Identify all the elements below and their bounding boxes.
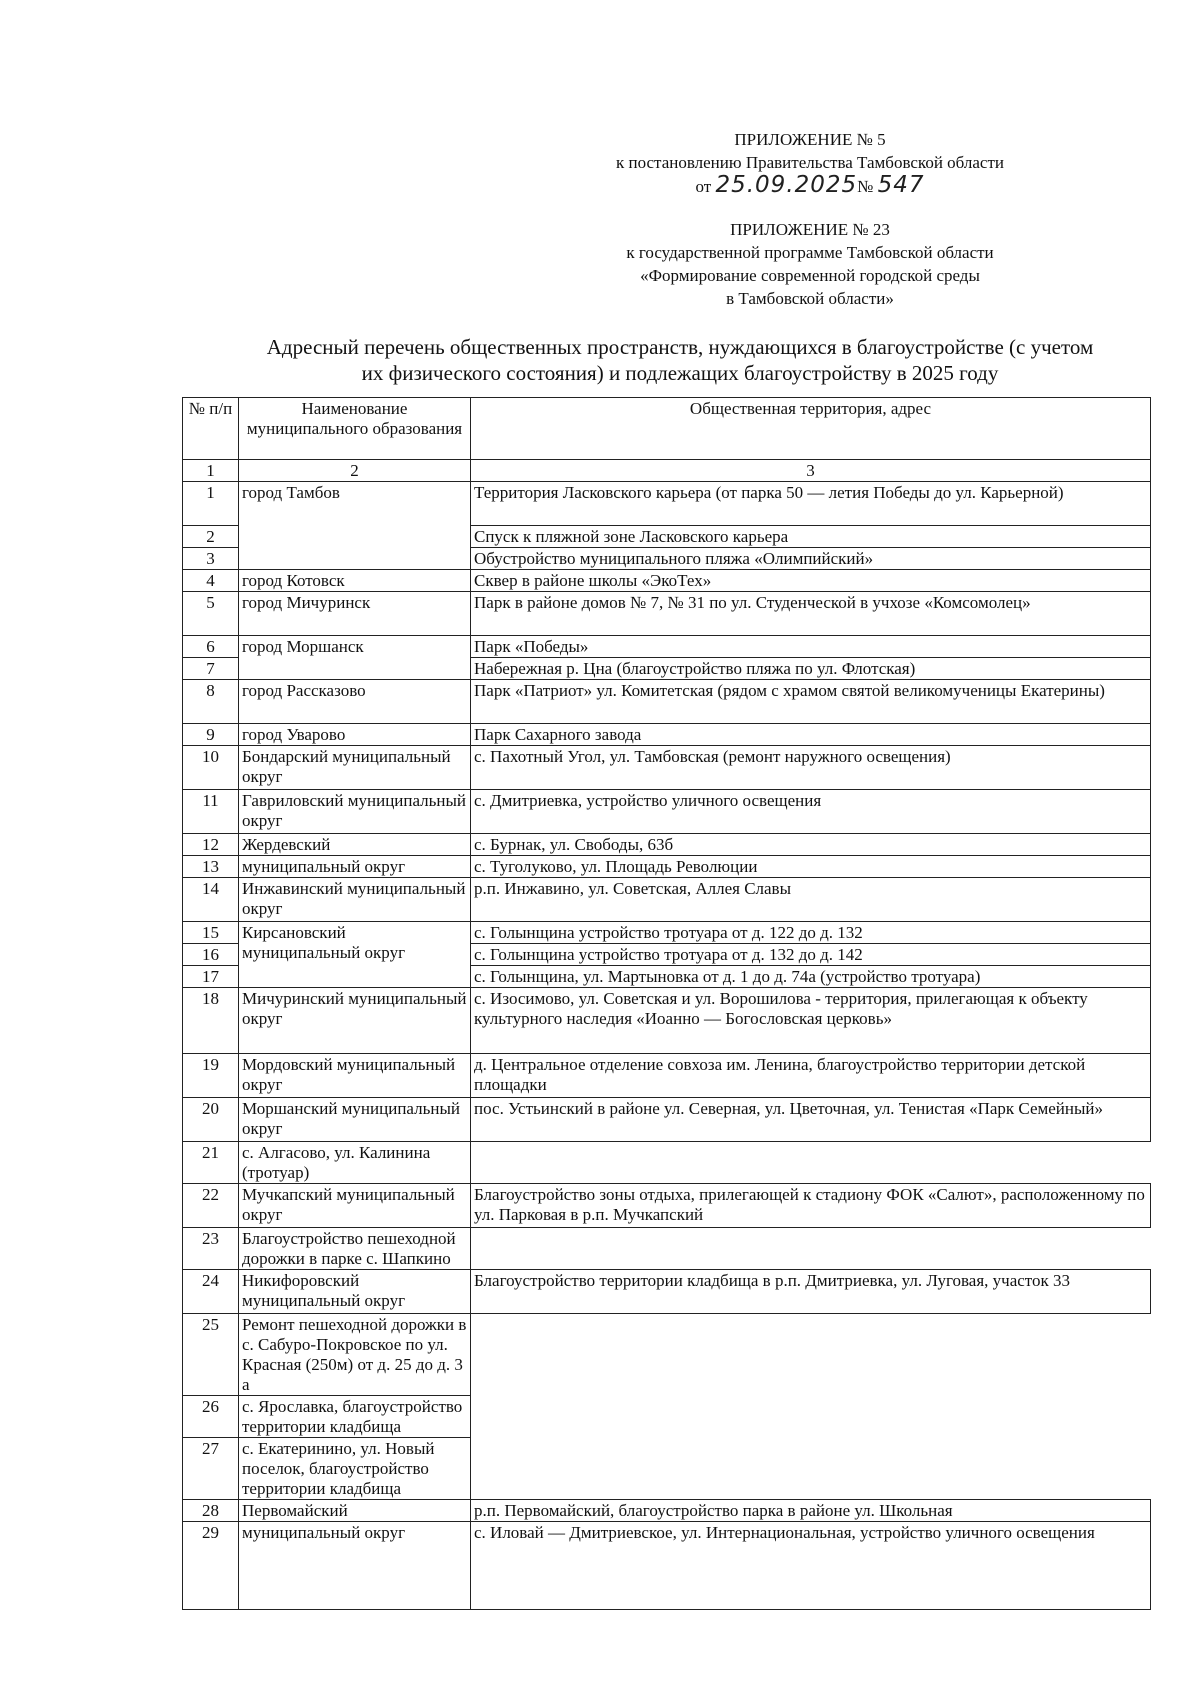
row-number: 3 [183,548,239,570]
appendix23-title: ПРИЛОЖЕНИЕ № 23 [730,220,890,239]
row-number: 21 [183,1142,239,1184]
municipality-cell: город Уварово [239,724,471,746]
column-header-address: Общественная территория, адрес [471,398,1151,460]
row-number: 19 [183,1054,239,1098]
municipality-cell: Инжавинский муниципальный округ [239,878,471,922]
municipality-cell: Мучкапский муниципальный округ [239,1184,471,1228]
row-number: 6 [183,636,239,658]
table-row [183,988,1151,1054]
table-row [183,1270,1151,1314]
municipality-cell: город Рассказово [239,680,471,724]
address-cell: Ремонт пешеходной дорожки в с. Сабуро-Покровское по ул. Красная (250м) от д. 25 до д. 3 а [239,1314,471,1396]
address-cell: Территория Ласковского карьера (от парка 50 — летия Победы до ул. Карьерной) [471,482,1151,526]
address-cell: с. Изосимово, ул. Советская и ул. Ворошилова - территория, прилегающая к объекту культурного наследия «Иоанно — Богословская церковь» [471,988,1151,1054]
municipality-cell: муниципальный округ [239,856,471,878]
row-number: 13 [183,856,239,878]
table-row [183,746,1151,790]
address-cell: Набережная р. Цна (благоустройство пляжа по ул. Флотская) [471,658,1151,680]
table-row [183,1098,1151,1142]
appendix23-line2: «Формирование современной городской среды [640,266,980,285]
appendix5-title: ПРИЛОЖЕНИЕ № 5 [734,130,886,149]
municipality-cell: город Мичуринск [239,592,471,636]
row-number: 15 [183,922,239,944]
column-number-1: 1 [183,460,239,482]
municipality-cell: Мордовский муниципальный округ [239,1054,471,1098]
number-label: № [857,177,874,196]
address-cell: с. Голынщина устройство тротуара от д. 132 до д. 142 [471,944,1151,966]
row-number: 10 [183,746,239,790]
address-cell: с. Пахотный Угол, ул. Тамбовская (ремонт наружного освещения) [471,746,1151,790]
municipality-cell: Жердевский [239,834,471,856]
table-row [183,680,1151,724]
address-cell: с. Голынщина устройство тротуара от д. 122 до д. 132 [471,922,1151,944]
table-row [183,834,1151,856]
column-number-2: 2 [239,460,471,482]
table-row [183,790,1151,834]
row-number: 8 [183,680,239,724]
table-row [183,1314,1151,1396]
table-row [183,1522,1151,1610]
handwritten-number: 547 [877,172,925,198]
decree-date-line [560,174,1060,198]
row-number: 4 [183,570,239,592]
address-cell: р.п. Инжавино, ул. Советская, Аллея Славы [471,878,1151,922]
municipality-cell: Бондарский муниципальный округ [239,746,471,790]
column-header-number: № п/п [183,398,239,460]
table-body [183,398,1151,1610]
table-row [183,1228,1151,1270]
address-cell: с. Ярославка, благоустройство территории кладбища [239,1396,471,1438]
municipality-cell: Мичуринский муниципальный округ [239,988,471,1054]
row-number: 29 [183,1522,239,1610]
document-title [180,334,1180,386]
municipality-cell: Гавриловский муниципальный округ [239,790,471,834]
row-number: 18 [183,988,239,1054]
address-cell: Обустройство муниципального пляжа «Олимпийский» [471,548,1151,570]
address-cell: Парк «Патриот» ул. Комитетская (рядом с храмом святой великомученицы Екатерины) [471,680,1151,724]
address-cell: с. Иловай — Дмитриевское, ул. Интернациональная, устройство уличного освещения [471,1522,1151,1610]
address-cell: д. Центральное отделение совхоза им. Ленина, благоустройство территории детской площадки [471,1054,1151,1098]
table-row [183,1054,1151,1098]
table-header-row [183,398,1151,460]
table-row [183,1500,1151,1522]
address-cell: Парк Сахарного завода [471,724,1151,746]
address-cell: с. Голынщина, ул. Мартыновка от д. 1 до д. 74а (устройство тротуара) [471,966,1151,988]
table-row [183,592,1151,636]
row-number: 20 [183,1098,239,1142]
row-number: 16 [183,944,239,966]
address-cell: р.п. Первомайский, благоустройство парка в районе ул. Школьная [471,1500,1151,1522]
row-number: 9 [183,724,239,746]
table-row [183,1438,1151,1500]
appendix5-subtitle: к постановлению Правительства Тамбовской области [615,153,1005,172]
table-row [183,922,1151,944]
municipality-cell: муниципальный округ [239,1522,471,1610]
municipality-cell: Первомайский [239,1500,471,1522]
appendix23-line3: в Тамбовской области» [726,289,894,308]
table-row [183,636,1151,658]
row-number: 24 [183,1270,239,1314]
municipality-cell: Никифоровский муниципальный округ [239,1270,471,1314]
address-cell: с. Екатеринино, ул. Новый поселок, благоустройство территории кладбища [239,1438,471,1500]
address-cell: с. Туголуково, ул. Площадь Революции [471,856,1151,878]
table-row [183,724,1151,746]
row-number: 7 [183,658,239,680]
row-number: 11 [183,790,239,834]
column-header-municipality: Наименование муниципального образования [239,398,471,460]
handwritten-date: 25.09.2025 [715,172,858,198]
table-row [183,1184,1151,1228]
table-row [183,878,1151,922]
municipality-cell: город Моршанск [239,636,471,680]
row-number: 14 [183,878,239,922]
municipality-cell: Кирсановский муниципальный округ [239,922,471,988]
address-cell: с. Алгасово, ул. Калинина (тротуар) [239,1142,471,1184]
address-cell: пос. Устьинский в районе ул. Северная, ул. Цветочная, ул. Тенистая «Парк Семейный» [471,1098,1151,1142]
municipality-cell: город Тамбов [239,482,471,570]
municipality-cell: город Котовск [239,570,471,592]
municipality-cell: Моршанский муниципальный округ [239,1098,471,1142]
appendix23-header [560,218,1060,310]
table-row [183,1142,1151,1184]
document-title-line2: их физического состояния) и подлежащих благоустройству в 2025 году [361,361,999,385]
document-title-line1: Адресный перечень общественных пространств, нуждающихся в благоустройстве (с учетом [266,335,1094,359]
column-number-3: 3 [471,460,1151,482]
row-number: 12 [183,834,239,856]
row-number: 23 [183,1228,239,1270]
address-cell: Благоустройство зоны отдыха, прилегающей к стадиону ФОК «Салют», расположенному по ул. Парковая в р.п. Мучкапский [471,1184,1151,1228]
table-row [183,570,1151,592]
address-cell: с. Дмитриевка, устройство уличного освещения [471,790,1151,834]
table-row [183,856,1151,878]
appendix5-header [560,128,1060,198]
table-row [183,482,1151,526]
row-number: 27 [183,1438,239,1500]
table-row [183,1396,1151,1438]
row-number: 17 [183,966,239,988]
row-number: 28 [183,1500,239,1522]
address-list-table [182,397,1151,1610]
appendix23-line1: к государственной программе Тамбовской области [626,243,994,262]
row-number: 22 [183,1184,239,1228]
row-number: 26 [183,1396,239,1438]
address-cell: Спуск к пляжной зоне Ласковского карьера [471,526,1151,548]
column-numbers-row [183,460,1151,482]
address-cell: с. Бурнак, ул. Свободы, 63б [471,834,1151,856]
row-number: 25 [183,1314,239,1396]
row-number: 5 [183,592,239,636]
address-cell: Парк в районе домов № 7, № 31 по ул. Студенческой в учхозе «Комсомолец» [471,592,1151,636]
row-number: 2 [183,526,239,548]
row-number: 1 [183,482,239,526]
address-cell: Благоустройство пешеходной дорожки в парке с. Шапкино [239,1228,471,1270]
address-cell: Благоустройство территории кладбища в р.п. Дмитриевка, ул. Луговая, участок 33 [471,1270,1151,1314]
address-cell: Сквер в районе школы «ЭкоТех» [471,570,1151,592]
address-cell: Парк «Победы» [471,636,1151,658]
date-prefix: от [695,177,712,196]
